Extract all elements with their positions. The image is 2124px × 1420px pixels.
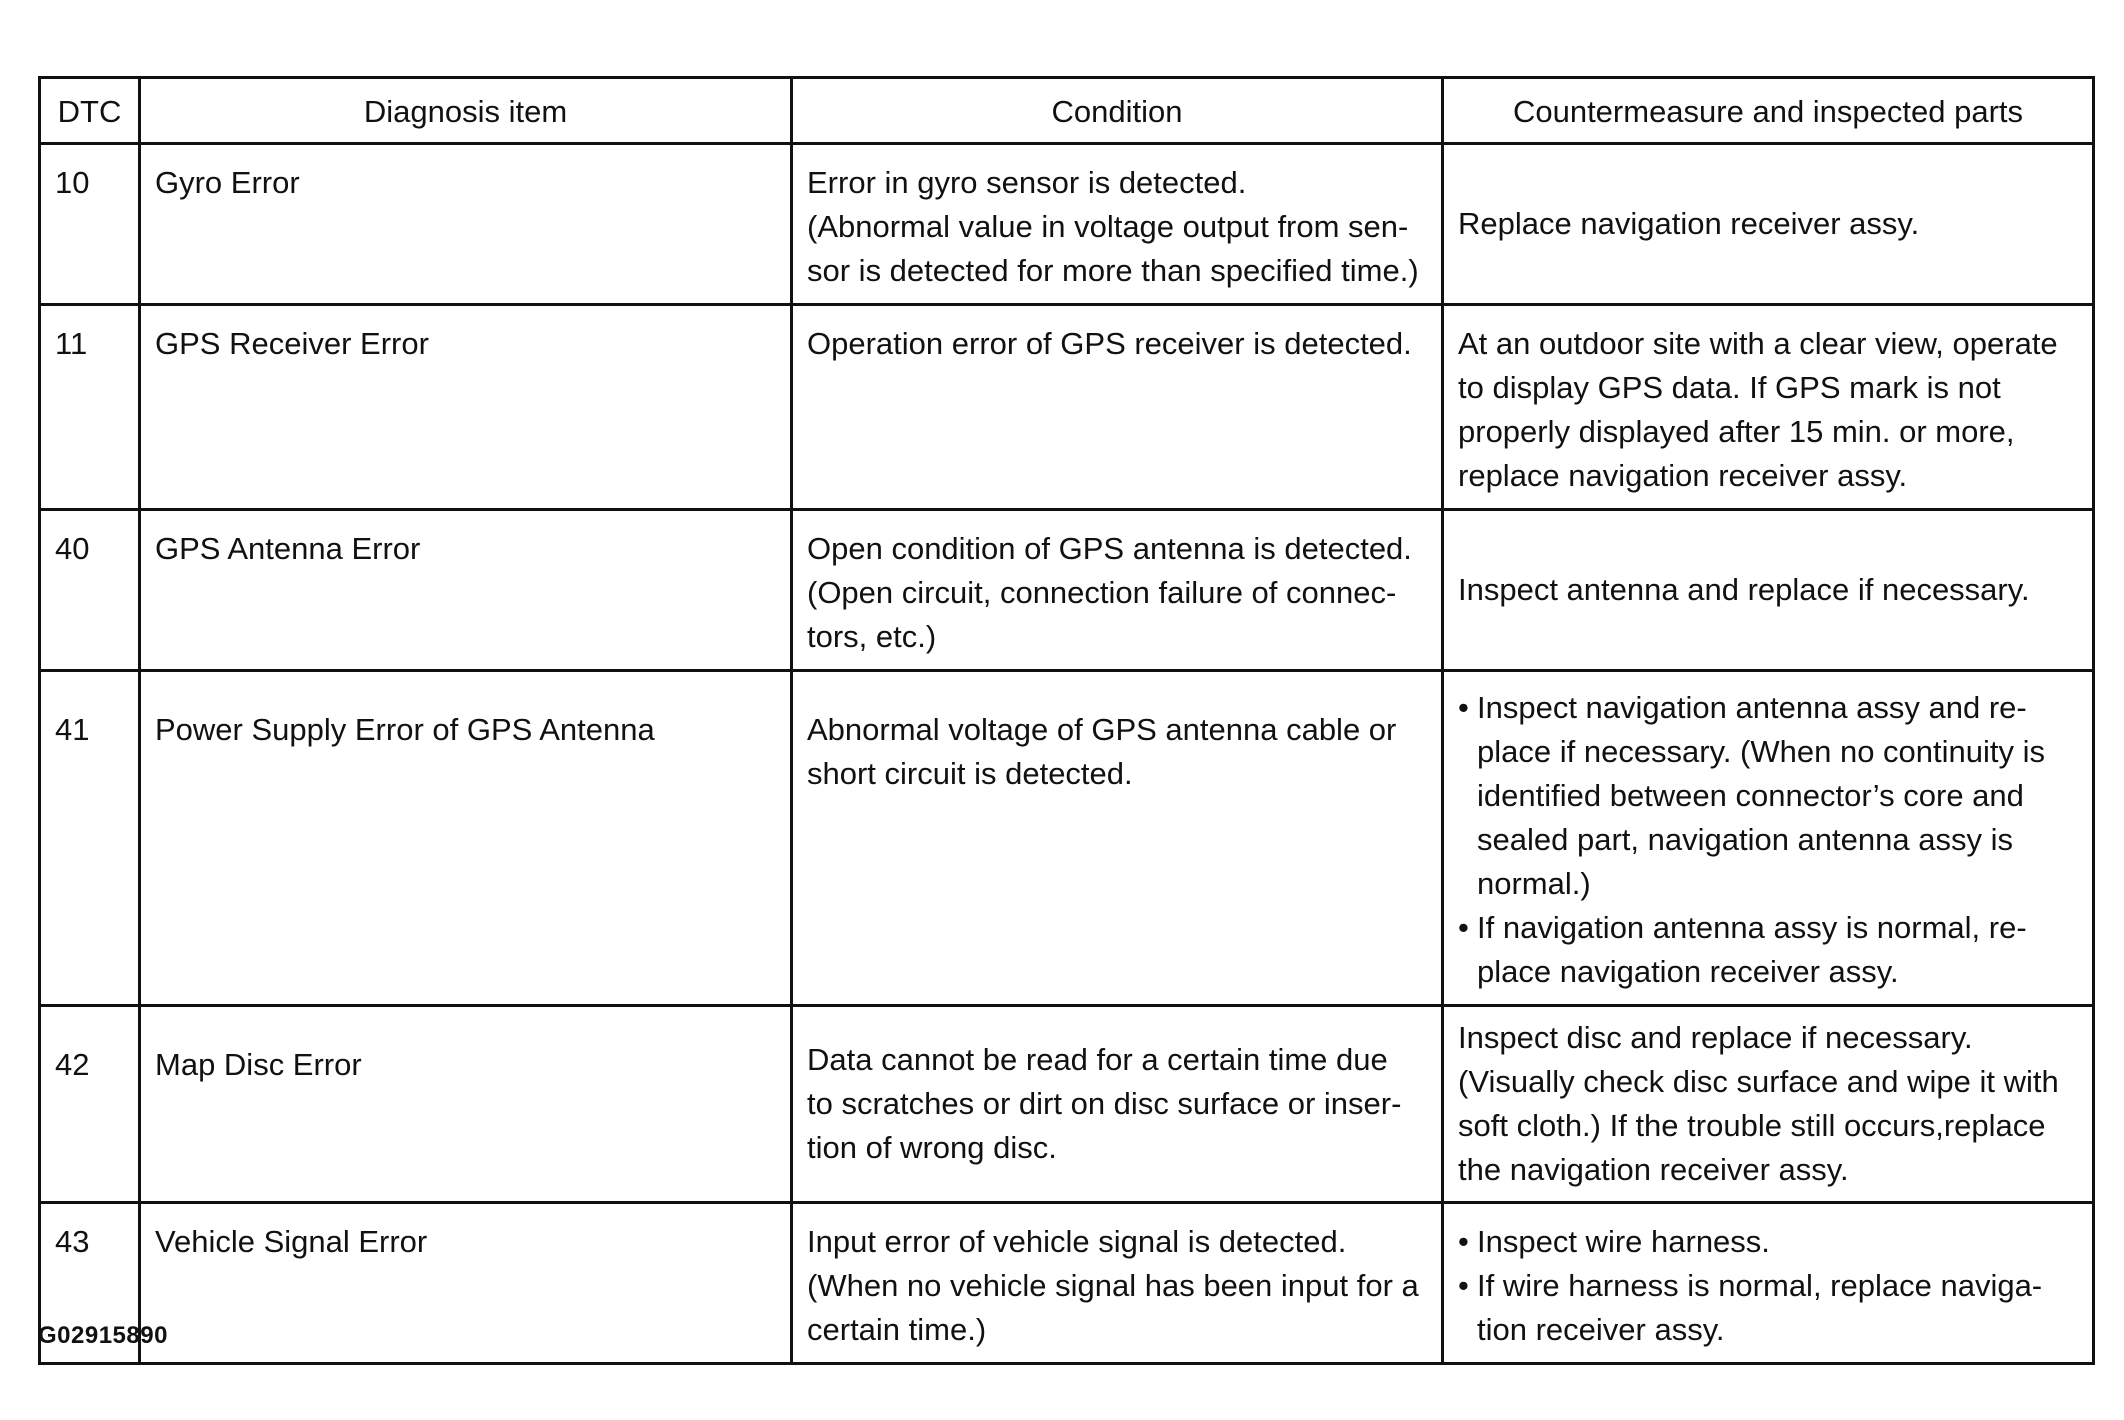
text-line: Inspect navigation antenna assy and re-: [1477, 690, 2027, 725]
bullet-list: [1458, 1220, 2078, 1352]
dtc-code: 10: [40, 144, 140, 305]
text-line: properly displayed after 15 min. or more,: [1458, 414, 2015, 449]
countermeasure-cell: [1443, 144, 2094, 305]
dtc-code: 43: [40, 1203, 140, 1364]
text-line: (Open circuit, connection failure of connec-: [807, 575, 1397, 610]
text-line: to display GPS data. If GPS mark is not: [1458, 370, 2001, 405]
countermeasure-cell: [1443, 1203, 2094, 1364]
text-line: tion of wrong disc.: [807, 1130, 1057, 1165]
diagnosis-item: Gyro Error: [140, 144, 792, 305]
list-item: [1458, 1264, 2078, 1352]
text-line: Open condition of GPS antenna is detected.: [807, 531, 1412, 566]
condition-cell: [792, 1006, 1443, 1203]
text-line: Data cannot be read for a certain time due: [807, 1042, 1388, 1077]
diagnosis-item: Vehicle Signal Error: [140, 1203, 792, 1364]
text-line: place navigation receiver assy.: [1477, 954, 1899, 989]
countermeasure-cell: [1443, 671, 2094, 1006]
text-line: Replace navigation receiver assy.: [1458, 206, 1920, 241]
text-line: normal.): [1477, 866, 1591, 901]
text-line: soft cloth.) If the trouble still occurs,replace: [1458, 1108, 2046, 1143]
text-line: Inspect antenna and replace if necessary.: [1458, 572, 2030, 607]
text-line: (When no vehicle signal has been input for a: [807, 1268, 1419, 1303]
text-line: (Abnormal value in voltage output from sen-: [807, 209, 1409, 244]
condition-cell: [792, 510, 1443, 671]
text-line: to scratches or dirt on disc surface or inser-: [807, 1086, 1402, 1121]
condition-cell: [792, 144, 1443, 305]
list-item: [1458, 686, 2078, 906]
bullet-glyph: •: [1458, 1268, 1469, 1303]
text-line: tors, etc.): [807, 619, 937, 654]
text-line: Inspect disc and replace if necessary.: [1458, 1020, 1973, 1055]
text-line: tion receiver assy.: [1477, 1312, 1725, 1347]
list-item: [1458, 906, 2078, 994]
header-diagnosis-item: Diagnosis item: [140, 78, 792, 144]
text-line: Error in gyro sensor is detected.: [807, 165, 1247, 200]
countermeasure-cell: [1443, 305, 2094, 510]
text-line: the navigation receiver assy.: [1458, 1152, 1849, 1187]
text-line: Abnormal voltage of GPS antenna cable or: [807, 712, 1397, 747]
table-row: [40, 305, 2094, 510]
text-line: short circuit is detected.: [807, 756, 1133, 791]
table-row: [40, 1203, 2094, 1364]
text-line: If wire harness is normal, replace naviga-: [1477, 1268, 2043, 1303]
bullet-glyph: •: [1458, 690, 1469, 725]
table-row: [40, 144, 2094, 305]
text-line: Input error of vehicle signal is detected.: [807, 1224, 1347, 1259]
text-line: place if necessary. (When no continuity is: [1477, 734, 2046, 769]
text-line: Inspect wire harness.: [1477, 1224, 1770, 1259]
dtc-code: 40: [40, 510, 140, 671]
text-line: identified between connector’s core and: [1477, 778, 2024, 813]
text-line: sealed part, navigation antenna assy is: [1477, 822, 2013, 857]
figure-id: G02915890: [38, 1322, 168, 1349]
text-line: certain time.): [807, 1312, 987, 1347]
table-row: [40, 671, 2094, 1006]
diagnosis-item: Map Disc Error: [140, 1006, 792, 1203]
diagnosis-item: GPS Antenna Error: [140, 510, 792, 671]
document-page: [38, 76, 2092, 1365]
text-line: sor is detected for more than specified time.): [807, 253, 1419, 288]
countermeasure-cell: [1443, 510, 2094, 671]
text-line: Operation error of GPS receiver is detected.: [807, 326, 1412, 361]
bullet-glyph: •: [1458, 1224, 1469, 1259]
text-line: If navigation antenna assy is normal, re-: [1477, 910, 2027, 945]
list-item: [1458, 1220, 2078, 1264]
condition-cell: [792, 1203, 1443, 1364]
dtc-code: 11: [40, 305, 140, 510]
dtc-code: 42: [40, 1006, 140, 1203]
diagnosis-item: Power Supply Error of GPS Antenna: [140, 671, 792, 1006]
countermeasure-cell: [1443, 1006, 2094, 1203]
bullet-list: [1458, 686, 2078, 994]
bullet-glyph: •: [1458, 910, 1469, 945]
condition-cell: [792, 671, 1443, 1006]
text-line: At an outdoor site with a clear view, operate: [1458, 326, 2058, 361]
table-header-row: [40, 78, 2094, 144]
header-condition: Condition: [792, 78, 1443, 144]
header-countermeasure: Countermeasure and inspected parts: [1443, 78, 2094, 144]
dtc-code: 41: [40, 671, 140, 1006]
table-row: [40, 510, 2094, 671]
condition-cell: [792, 305, 1443, 510]
table-row: [40, 1006, 2094, 1203]
header-dtc: DTC: [40, 78, 140, 144]
text-line: replace navigation receiver assy.: [1458, 458, 1908, 493]
text-line: (Visually check disc surface and wipe it with: [1458, 1064, 2059, 1099]
diagnosis-item: GPS Receiver Error: [140, 305, 792, 510]
dtc-table: [38, 76, 2095, 1365]
